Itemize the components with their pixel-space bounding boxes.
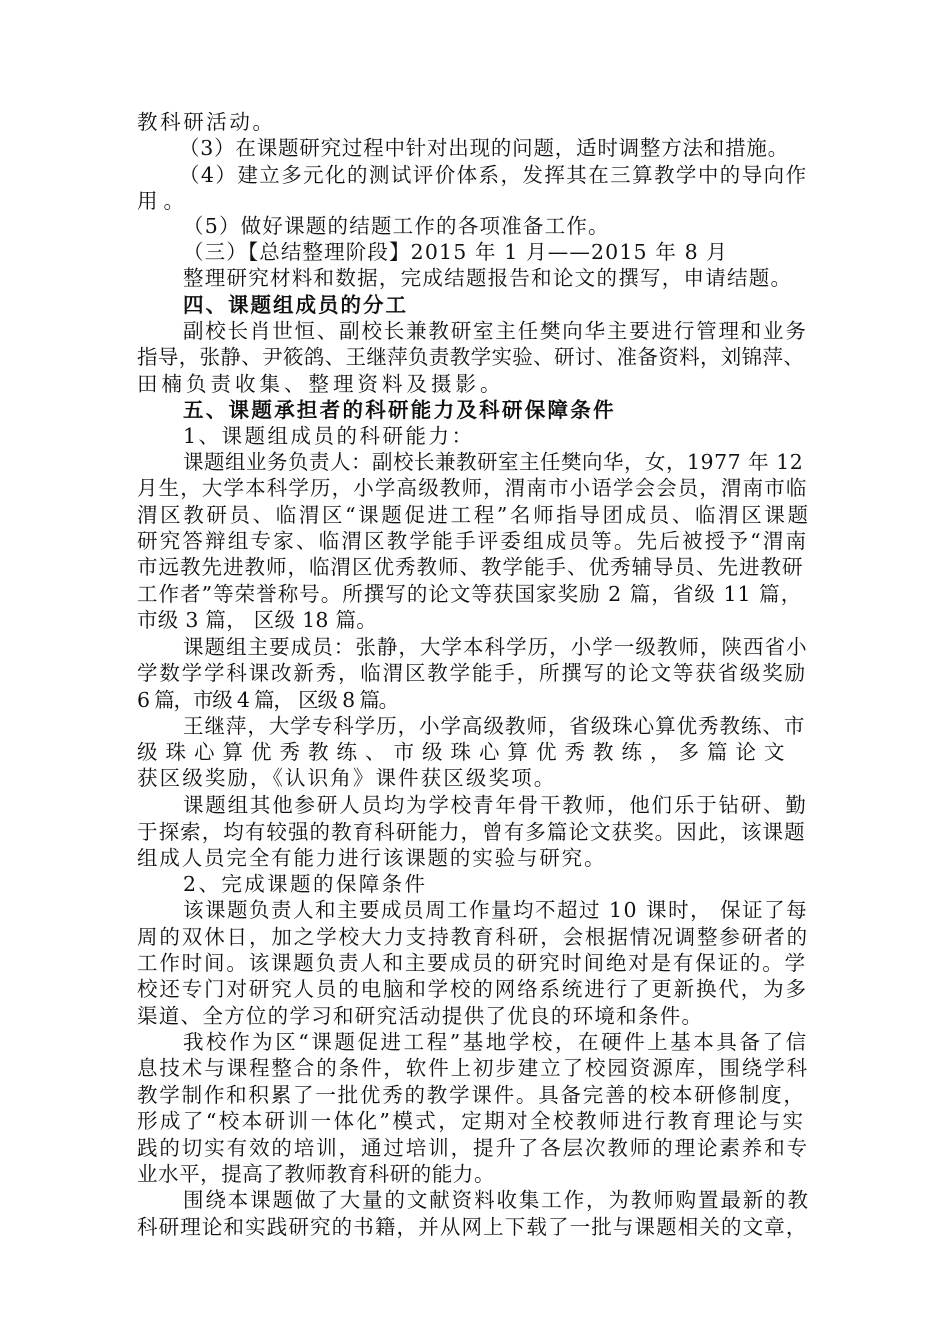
text-line: 工作时间。该课题负责人和主要成员的研究时间绝对是有保证的。学 [137,951,807,975]
text-line: 课题组其他参研人员均为学校青年骨干教师，他们乐于钻研、勤 [183,793,808,817]
text-line: 于探索，均有较强的教育科研能力，曾有多篇论文获奖。因此，该课题 [137,820,806,844]
text-line: 教学制作和积累了一批优秀的教学课件。具备完善的校本研修制度， [137,1083,806,1107]
text-line: 市级 3 篇， 区级 18 篇。 [137,608,378,632]
text-line: 组成人员完全有能力进行该课题的实验与研究。 [137,846,607,870]
text-line: 1、课题组成员的科研能力： [183,424,475,448]
text-line: 级珠心算优秀教练、市级珠心算优秀教练，多篇论文 [137,740,793,764]
text-line: 副校长肖世恒、副校长兼教研室主任樊向华主要进行管理和业务 [183,319,808,343]
text-line: 月生，大学本科学历，小学高级教师，渭南市小语学会会员，渭南市临 [137,476,808,500]
text-line: 围绕本课题做了大量的文献资料收集工作，为教师购置最新的教 [183,1188,810,1212]
text-line: 践的切实有效的培训，通过培训，提升了各层次教师的理论素养和专 [137,1136,809,1160]
text-line: 工作者”等荣誉称号。所撰写的论文等获国家奖励 2 篇，省级 11 篇， [137,582,803,606]
text-line: 周的双休日，加之学校大力支持教育科研，会根据情况调整参研者的 [137,925,809,949]
text-line: 形成了“校本研训一体化”模式，定期对全校教师进行教育理论与实 [137,1109,806,1133]
text-line: 整理研究材料和数据，完成结题报告和论文的撰写，申请结题。 [183,266,793,290]
text-line: 学数学学科课改新秀，临渭区教学能手，所撰写的论文等获省级奖励 [137,661,807,685]
text-line: 指导，张静、尹筱鸽、王继萍负责教学实验、研讨、准备资料，刘锦萍、 [137,345,805,369]
text-line: 课题组主要成员：张静，大学本科学历，小学一级教师，陕西省小 [183,635,808,659]
text-line: 科研理论和实践研究的书籍，并从网上下载了一批与课题相关的文章， [137,1215,808,1239]
text-line: 息技术与课程整合的条件，软件上初步建立了校园资源库，围绕学科 [137,1056,809,1080]
text-line: 渠道、全方位的学习和研究活动提供了优良的环境和条件。 [137,1004,704,1028]
text-line: （4）建立多元化的测试评价体系，发挥其在三算教学中的导向作 [179,163,808,187]
text-line: 获区级奖励，《认识角》课件获区级奖项。 [137,766,557,790]
text-line: 该课题负责人和主要成员周工作量均不超过 10 课时， 保证了每 [183,898,809,922]
text-line: 我校作为区“课题促进工程”基地学校，在硬件上基本具备了信 [183,1030,809,1054]
text-line: 课题组业务负责人：副校长兼教研室主任樊向华，女，1977 年 12 [183,450,804,474]
text-line: 6 篇，市级 4 篇， 区级 8 篇。 [137,688,398,712]
text-line: 田楠负责收集、整理资料及摄影。 [137,372,505,396]
section-heading: 四、课题组成员的分工 [183,293,408,317]
text-line: （5）做好课题的结题工作的各项准备工作。 [183,214,610,238]
text-line: 2、完成课题的保障条件 [183,872,428,896]
text-line: （三）【总结整理阶段】2015 年 1 月——2015 年 8 月 [183,240,729,264]
text-line: 业水平，提高了教师教育科研的能力。 [137,1162,496,1186]
text-line: 校还专门对研究人员的电脑和学校的网络系统进行了更新换代，为多 [137,977,808,1001]
text-line: 用。 [137,189,190,213]
section-heading: 五、课题承担者的科研能力及科研保障条件 [183,398,616,422]
text-line: 王继萍，大学专科学历，小学高级教师，省级珠心算优秀教练、市 [183,714,806,738]
text-line: 研究答辩组专家、临渭区教学能手评委组成员等。先后被授予“渭南 [137,529,809,553]
text-line: 市远教先进教师，临渭区优秀教师、教学能手、优秀辅导员、先进教研 [137,555,804,579]
text-line: 教科研活动。 [137,110,276,134]
text-line: 渭区教研员、临渭区“课题促进工程”名师指导团成员、临渭区课题 [137,503,811,527]
text-line: （3）在课题研究过程中针对出现的问题，适时调整方法和措施。 [179,136,789,160]
